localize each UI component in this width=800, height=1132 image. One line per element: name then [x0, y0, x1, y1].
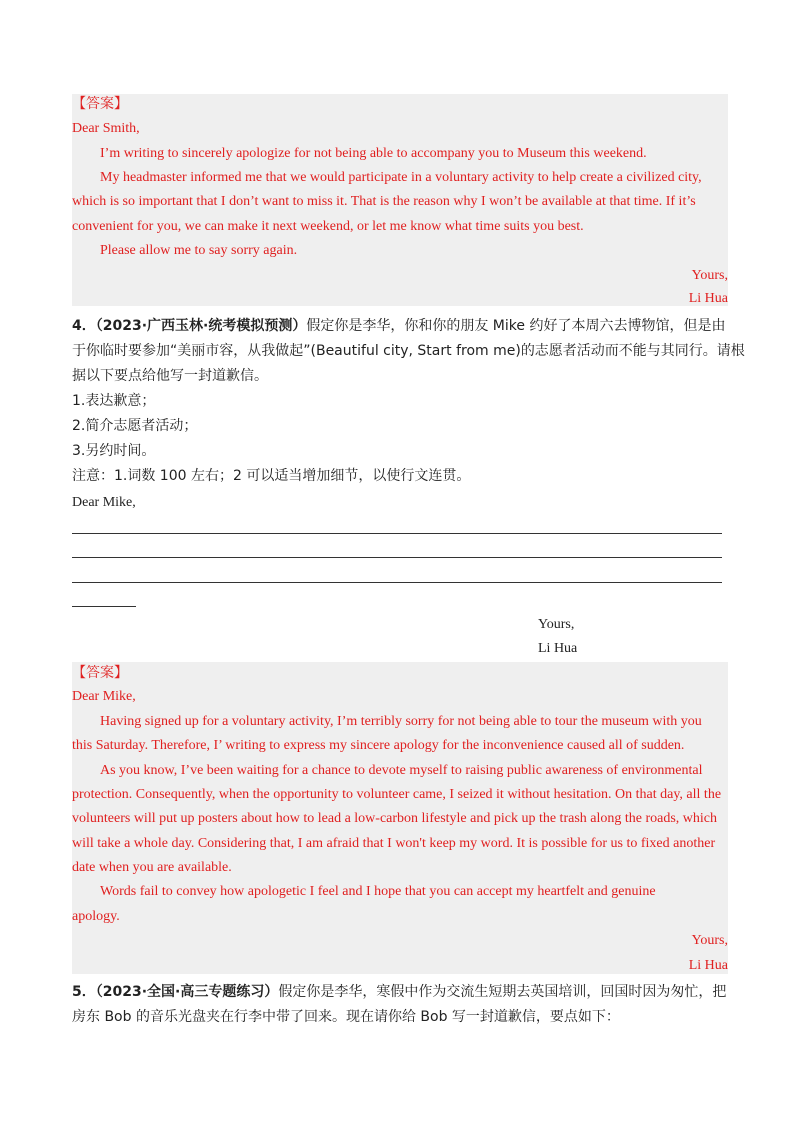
answer-tag: 【答案】 [72, 665, 128, 681]
question-5-line [72, 983, 726, 1001]
writing-line[interactable] [72, 533, 722, 534]
letter-paragraph-line: will take a whole day. Considering that, I am afraid that I won't keep my word. It is possible for us to fixed another [72, 836, 716, 851]
writing-line[interactable] [72, 582, 722, 583]
question-text: 据以下要点给他写一封道歉信。 [72, 368, 268, 384]
letter-paragraph-line: convenient for you, we can make it next weekend, or let me know what time suits you best. [72, 219, 584, 234]
letter-paragraph-line: apology. [72, 909, 120, 924]
letter-greeting: Dear Mike, [72, 689, 136, 704]
letter-paragraph-line: protection. Consequently, when the opportunity to volunteer came, I seized it without hesitation. On that day, all the [72, 787, 722, 802]
letter-paragraph-line: volunteers will put up posters about how to lead a low-carbon lifestyle and pick up the trash along the roads, which [72, 811, 718, 826]
requirement-point: 3.另约时间。 [72, 443, 156, 459]
note: 注意：1.词数 100 左右；2 可以适当增加细节，以使行文连贯。 [72, 468, 471, 484]
writing-line[interactable] [72, 606, 136, 607]
letter-closing: Yours, [538, 617, 575, 632]
letter-paragraph-line: which is so important that I don’t want to miss it. That is the reason why I won’t be available at that time. If it’s [72, 194, 696, 209]
question-4-line [72, 317, 725, 335]
letter-paragraph: Please allow me to say sorry again. [100, 243, 298, 258]
letter-paragraph: My headmaster informed me that we would participate in a voluntary activity to help create a civilized city, [100, 170, 702, 185]
letter-signature: Li Hua [688, 291, 728, 306]
letter-paragraph: Words fail to convey how apologetic I feel and I hope that you can accept my heartfelt and genuine [100, 884, 656, 899]
letter-greeting: Dear Smith, [72, 121, 140, 136]
letter-closing: Yours, [691, 933, 728, 948]
requirement-point: 2.简介志愿者活动； [72, 418, 198, 434]
letter-signature: Li Hua [688, 958, 728, 973]
letter-closing: Yours, [691, 268, 728, 283]
question-text: 于你临时要参加“美丽市容，从我做起”(Beautiful city, Start from me)的志愿者活动而不能与其同行。请根 [72, 343, 745, 359]
requirement-point: 1.表达歉意； [72, 393, 156, 409]
letter-greeting: Dear Mike, [72, 495, 136, 510]
question-number: 5． [72, 984, 96, 1000]
writing-line[interactable] [72, 557, 722, 558]
letter-paragraph-line: date when you are available. [72, 860, 232, 875]
question-text: 假定你是李华，寒假中作为交流生短期去英国培训，回国时因为匆忙，把 [278, 984, 727, 1000]
answer-tag: 【答案】 [72, 96, 128, 112]
letter-paragraph: Having signed up for a voluntary activity, I’m terribly sorry for not being able to tour the museum with you [100, 714, 702, 729]
question-number: 4． [72, 318, 96, 334]
question-source: （2023·全国·高三专题练习） [95, 984, 279, 1000]
letter-paragraph: As you know, I’ve been waiting for a chance to devote myself to raising public awareness of environmental [100, 763, 703, 778]
letter-paragraph-line: this Saturday. Therefore, I’ writing to express my sincere apology for the inconvenience caused all of sudden. [72, 738, 685, 753]
question-source: （2023·广西玉林·统考模拟预测） [95, 318, 307, 334]
letter-paragraph: I’m writing to sincerely apologize for not being able to accompany you to Museum this weekend. [100, 146, 647, 161]
letter-signature: Li Hua [538, 641, 578, 656]
question-text: 假定你是李华，你和你的朋友 Mike 约好了本周六去博物馆，但是由 [306, 318, 726, 334]
question-text: 房东 Bob 的音乐光盘夹在行李中带了回来。现在请你给 Bob 写一封道歉信，要点如下： [72, 1009, 620, 1025]
